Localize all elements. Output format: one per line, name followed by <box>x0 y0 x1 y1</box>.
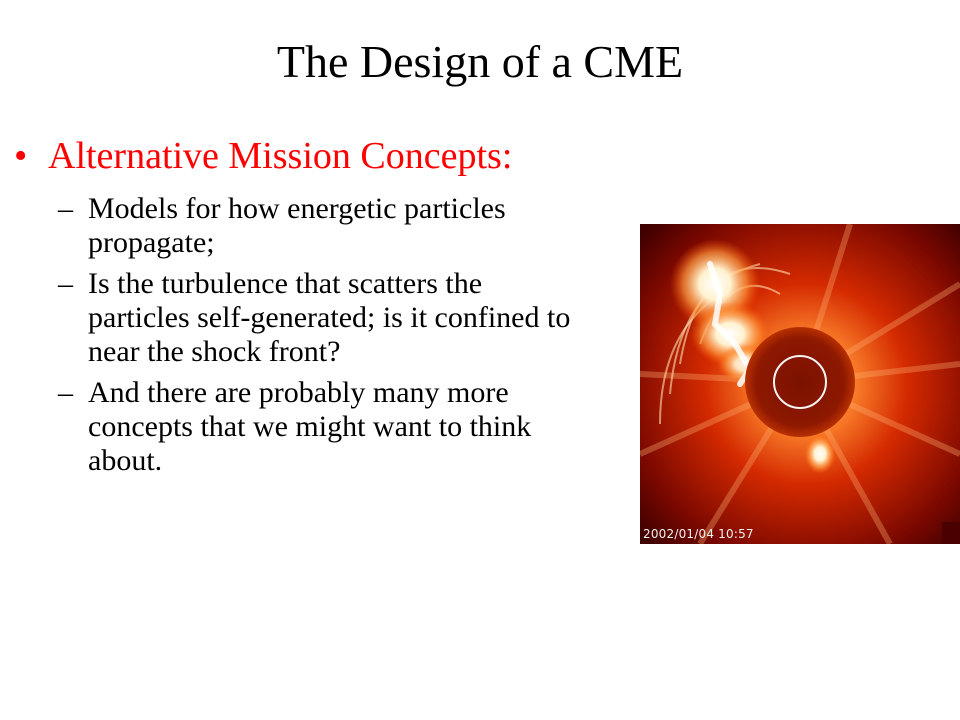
sub-bullet <box>58 267 588 369</box>
sub-bullet-marker: – <box>58 192 73 225</box>
main-bullet <box>14 133 614 179</box>
sub-bullet <box>58 376 588 478</box>
slide-title: The Design of a CME <box>276 36 684 87</box>
occulter-disk <box>745 327 855 437</box>
sub-bullet <box>58 192 588 260</box>
sub-bullet-text: Is the turbulence that scatters the particles self-generated; is it confined to near the shock front? <box>88 267 571 368</box>
bullet-text: Alternative Mission Concepts: <box>48 135 513 177</box>
sub-bullet-list <box>58 192 588 485</box>
bullet-marker: • <box>14 135 28 177</box>
sub-bullet-marker: – <box>58 267 73 300</box>
cme-illustration <box>640 224 960 544</box>
image-timestamp: 2002/01/04 10:57 <box>643 527 754 541</box>
sub-bullet-text: Models for how energetic particles propagate; <box>88 192 506 259</box>
sub-bullet-marker: – <box>58 376 73 409</box>
sub-bullet-text: And there are probably many more concepts that we might want to think about. <box>88 376 532 477</box>
coronagraph-image <box>640 224 960 544</box>
